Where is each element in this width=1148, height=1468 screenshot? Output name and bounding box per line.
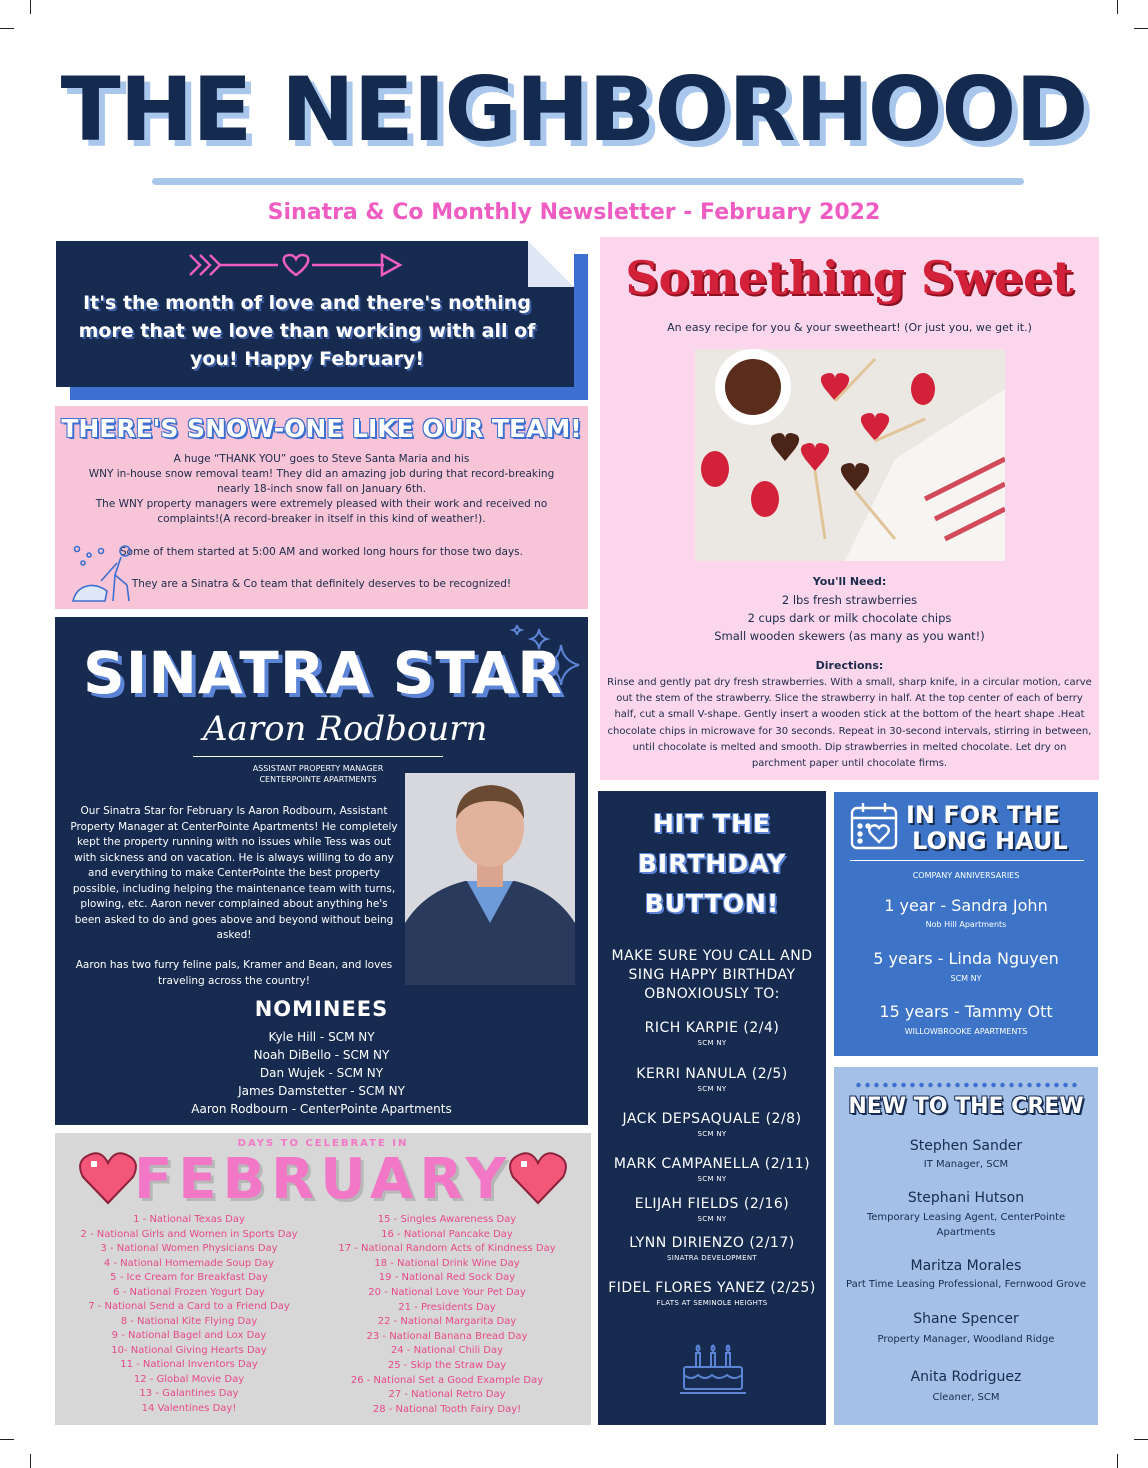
celebration-day-item: 26 - National Set a Good Example Day (350, 1374, 544, 1386)
february-title: FEBRUARY (133, 1147, 512, 1212)
anniversaries-title-line: IN FOR THE (906, 801, 1060, 829)
crew-member-name: Maritza Morales (910, 1258, 1022, 1274)
snow-text-line: Some of them started at 5:00 AM and worked long hours for those two days. (120, 546, 523, 558)
divider (193, 756, 443, 757)
celebration-day-item: 9 - National Bagel and Lox Day (111, 1330, 267, 1341)
directions-text: Rinse and gently pat dry fresh strawberries. With a small, sharp knife, in a circular motion, carve out the stem of the strawberry. Slice the strawberry in half. At the top center of each of berry half, cut a small V-shape. Gently insert a wooden stick at the bottom of the heart shape .Heat chocolate chips in microwave for 30 seconds. Repeat in 30-second intervals, stirring in between, until chocolate is melted and smooth. Dip strawberries in melted chocolate. Let dry on parchment paper until chocolate firms. (607, 677, 1092, 770)
celebration-day-item: 15 - Singles Awareness Day (377, 1214, 517, 1225)
anniversaries-title (906, 802, 1068, 854)
celebration-day-item: 17 - National Random Acts of Kindness Day (338, 1243, 556, 1255)
birthday-person-location: SCM NY (697, 1130, 727, 1138)
celebration-day-item: 3 - National Women Physicians Day (100, 1243, 278, 1254)
crew-member-role: IT Manager, SCM (923, 1159, 1009, 1170)
anniversary-name: 1 year - Sandra John (884, 896, 1048, 915)
birthday-person: KERRI NANULA (2/5) (636, 1066, 788, 1082)
birthday-person-location: FLATS AT SEMINOLE HEIGHTS (656, 1299, 768, 1307)
recipe-title: Something Sweet (625, 251, 1074, 305)
snow-text-line: WNY in-house snow removal team! They did an amazing job during that record-breaking (88, 468, 555, 480)
nominee-item: James Damstetter - SCM NY (238, 1084, 405, 1098)
birthday-person: ELIJAH FIELDS (2/16) (634, 1196, 790, 1212)
newsletter-title: THE NEIGHBORHOOD (60, 58, 1088, 161)
birthday-person-location: SCM NY (697, 1085, 727, 1093)
celebration-day-item: 2 - National Girls and Women in Sports Day (80, 1228, 298, 1240)
celebration-day-item: 11 - National Inventors Day (120, 1359, 258, 1370)
crew-member-name: Stephani Hutson (907, 1190, 1025, 1206)
strawberry-photo (695, 349, 1005, 561)
nominee-item: Aaron Rodbourn - CenterPointe Apartments (191, 1102, 452, 1116)
birthday-title-line: BUTTON! (644, 889, 780, 918)
star-role-property: CENTERPOINTE APARTMENTS (259, 775, 377, 784)
intro-card (56, 241, 574, 387)
title-rule (152, 178, 1024, 185)
nominees-title: NOMINEES (254, 997, 389, 1021)
birthday-person: LYNN DIRIENZO (2/17) (629, 1235, 795, 1251)
page-fold-corner (528, 241, 574, 287)
birthday-person: RICH KARPIE (2/4) (644, 1020, 780, 1036)
crew-member-role: Temporary Leasing Agent, CenterPointe Apartments (866, 1212, 1066, 1238)
calendar-heart-icon (849, 800, 899, 852)
nominee-item: Dan Wujek - SCM NY (259, 1066, 384, 1080)
birthday-card (598, 791, 826, 1425)
birthday-list (598, 791, 826, 1425)
nominee-item: Noah DiBello - SCM NY (253, 1048, 390, 1062)
anniversary-property: WILLOWBROOKE APARTMENTS (904, 1027, 1028, 1036)
birthday-person: JACK DEPSAQUALE (2/8) (622, 1111, 802, 1127)
something-sweet-card (600, 237, 1099, 780)
celebration-day-item: 14 Valentines Day! (141, 1402, 237, 1414)
birthday-title-line: BIRTHDAY (637, 849, 787, 878)
nominee-item: Kyle Hill - SCM NY (268, 1030, 375, 1044)
sinatra-star-title: SINATRA STAR (83, 639, 563, 707)
crew-member-name: Shane Spencer (913, 1311, 1019, 1327)
birthday-title-line: HIT THE (652, 809, 772, 838)
snow-text-line: complaints!(A record-breaker in itself in this kind of weather!). (157, 513, 486, 525)
birthday-person-location: SINATRA DEVELOPMENT (667, 1254, 757, 1262)
anniversary-property: SCM NY (950, 974, 982, 983)
crew-member-name: Stephen Sander (909, 1138, 1023, 1154)
anniversary-property: Nob Hill Apartments (925, 920, 1007, 929)
star-pets: Aaron has two furry feline pals, Kramer and Bean, and loves traveling across the country! (75, 959, 393, 987)
snow-text-line: nearly 18-inch snow fall on January 6th. (217, 483, 426, 495)
celebration-day-item: 28 - National Tooth Fairy Day! (372, 1403, 522, 1415)
february-days-card (55, 1133, 591, 1425)
divider (850, 860, 1084, 861)
ingredient-item: 2 lbs fresh strawberries (781, 593, 918, 607)
snow-text-line: They are a Sinatra & Co team that definitely deserves to be recognized! (131, 578, 512, 590)
birthday-intro: MAKE SURE YOU CALL AND SING HAPPY BIRTHDAY OBNOXIOUSLY TO: (611, 948, 813, 1002)
celebration-day-item: 21 - Presidents Day (398, 1301, 496, 1313)
birthday-person-location: SCM NY (697, 1175, 727, 1183)
recipe-subtitle: An easy recipe for you & your sweetheart! (Or just you, we get it.) (667, 321, 1032, 334)
celebration-day-item: 27 - National Retro Day (388, 1389, 506, 1401)
birthday-person-location: SCM NY (697, 1039, 727, 1047)
dotted-border (854, 1082, 1079, 1088)
celebration-day-item: 19 - National Red Sock Day (378, 1272, 516, 1284)
february-kicker: DAYS TO CELEBRATE IN (237, 1138, 409, 1149)
birthday-person: MARK CAMPANELLA (2/11) (613, 1156, 811, 1172)
crew-member-role: Cleaner, SCM (932, 1392, 1000, 1403)
celebration-day-item: 10- National Giving Hearts Day (111, 1344, 267, 1356)
celebration-day-item: 23 - National Banana Bread Day (366, 1330, 528, 1342)
birthday-person-location: SCM NY (697, 1215, 727, 1223)
anniversary-name: 5 years - Linda Nguyen (873, 949, 1059, 968)
crew-member-role: Part Time Leasing Professional, Fernwood Grove (846, 1279, 1086, 1290)
celebration-day-item: 12 - Global Movie Day (133, 1373, 245, 1385)
celebration-day-item: 1 - National Texas Day (133, 1214, 245, 1225)
celebration-day-item: 8 - National Kite Flying Day (120, 1315, 258, 1327)
celebration-day-item: 20 - National Love Your Pet Day (368, 1287, 526, 1298)
birthday-person: FIDEL FLORES YANEZ (2/25) (608, 1280, 816, 1296)
snow-team-card (55, 406, 588, 609)
newsletter-subtitle: Sinatra & Co Monthly Newsletter - February 2022 (267, 200, 881, 225)
celebration-day-item: 6 - National Frozen Yogurt Day (113, 1286, 265, 1298)
directions-heading: Directions: (815, 659, 884, 672)
sinatra-star-card (55, 617, 588, 1125)
ingredients-heading: You'll Need: (812, 575, 887, 588)
star-portrait-photo (405, 773, 575, 985)
new-crew-card (834, 1067, 1098, 1425)
new-crew-title: NEW TO THE CREW (848, 1094, 1084, 1119)
star-role-title: ASSISTANT PROPERTY MANAGER (252, 764, 384, 773)
ingredient-item: Small wooden skewers (as many as you want!) (714, 629, 985, 643)
celebration-day-item: 16 - National Pancake Day (381, 1228, 513, 1240)
birthday-cake-icon (678, 1341, 748, 1397)
anniversaries-card (834, 792, 1098, 1056)
snow-card-title: THERE'S SNOW-ONE LIKE OUR TEAM! (61, 414, 582, 443)
pixel-heart-icon (509, 1151, 567, 1205)
celebration-day-item: 22 - National Margarita Day (377, 1316, 517, 1328)
star-name: Aaron Rodbourn (203, 709, 488, 749)
celebration-day-item: 25 - Skip the Straw Day (387, 1360, 507, 1371)
anniversaries-kicker: COMPANY ANNIVERSARIES (912, 871, 1020, 880)
star-bio: Our Sinatra Star for February Is Aaron Rodbourn, Assistant Property Manager at CenterPointe Apartments! He completely kept the property running with no issues while Tess was out with sickness and on vacation. He is always willing to do any and everything to make CenterPointe the best property possible, including helping the maintenance team with turns, plowing, etc. Aaron never complained about anything he's been asked to do and goes above and beyond without being asked! (70, 805, 398, 941)
celebration-day-item: 4 - National Homemade Soup Day (103, 1257, 275, 1269)
celebration-day-item: 5 - Ice Cream for Breakfast Day (110, 1272, 268, 1283)
crew-member-role: Property Manager, Woodland Ridge (877, 1334, 1055, 1345)
celebration-day-item: 7 - National Send a Card to a Friend Day (88, 1301, 290, 1312)
ingredient-item: 2 cups dark or milk chocolate chips (747, 611, 952, 625)
intro-message: It's the month of love and there's nothing more that we love than working with all of you! Happy February! (78, 292, 536, 370)
celebration-day-item: 18 - National Drink Wine Day (374, 1257, 520, 1269)
snow-shovel-icon (71, 541, 137, 605)
anniversaries-title-line: LONG HAUL (912, 827, 1068, 855)
heart-arrow-icon (186, 251, 406, 279)
pixel-heart-icon (79, 1151, 137, 1205)
anniversary-name: 15 years - Tammy Ott (879, 1002, 1053, 1021)
snow-text-line: The WNY property managers were extremely pleased with their work and received no (95, 498, 548, 510)
crew-member-name: Anita Rodriguez (910, 1369, 1022, 1385)
celebration-day-item: 13 - Galantines Day (139, 1388, 239, 1399)
celebration-day-item: 24 - National Chili Day (390, 1345, 504, 1357)
snow-text-line: A huge “THANK YOU” goes to Steve Santa Maria and his (173, 453, 470, 465)
